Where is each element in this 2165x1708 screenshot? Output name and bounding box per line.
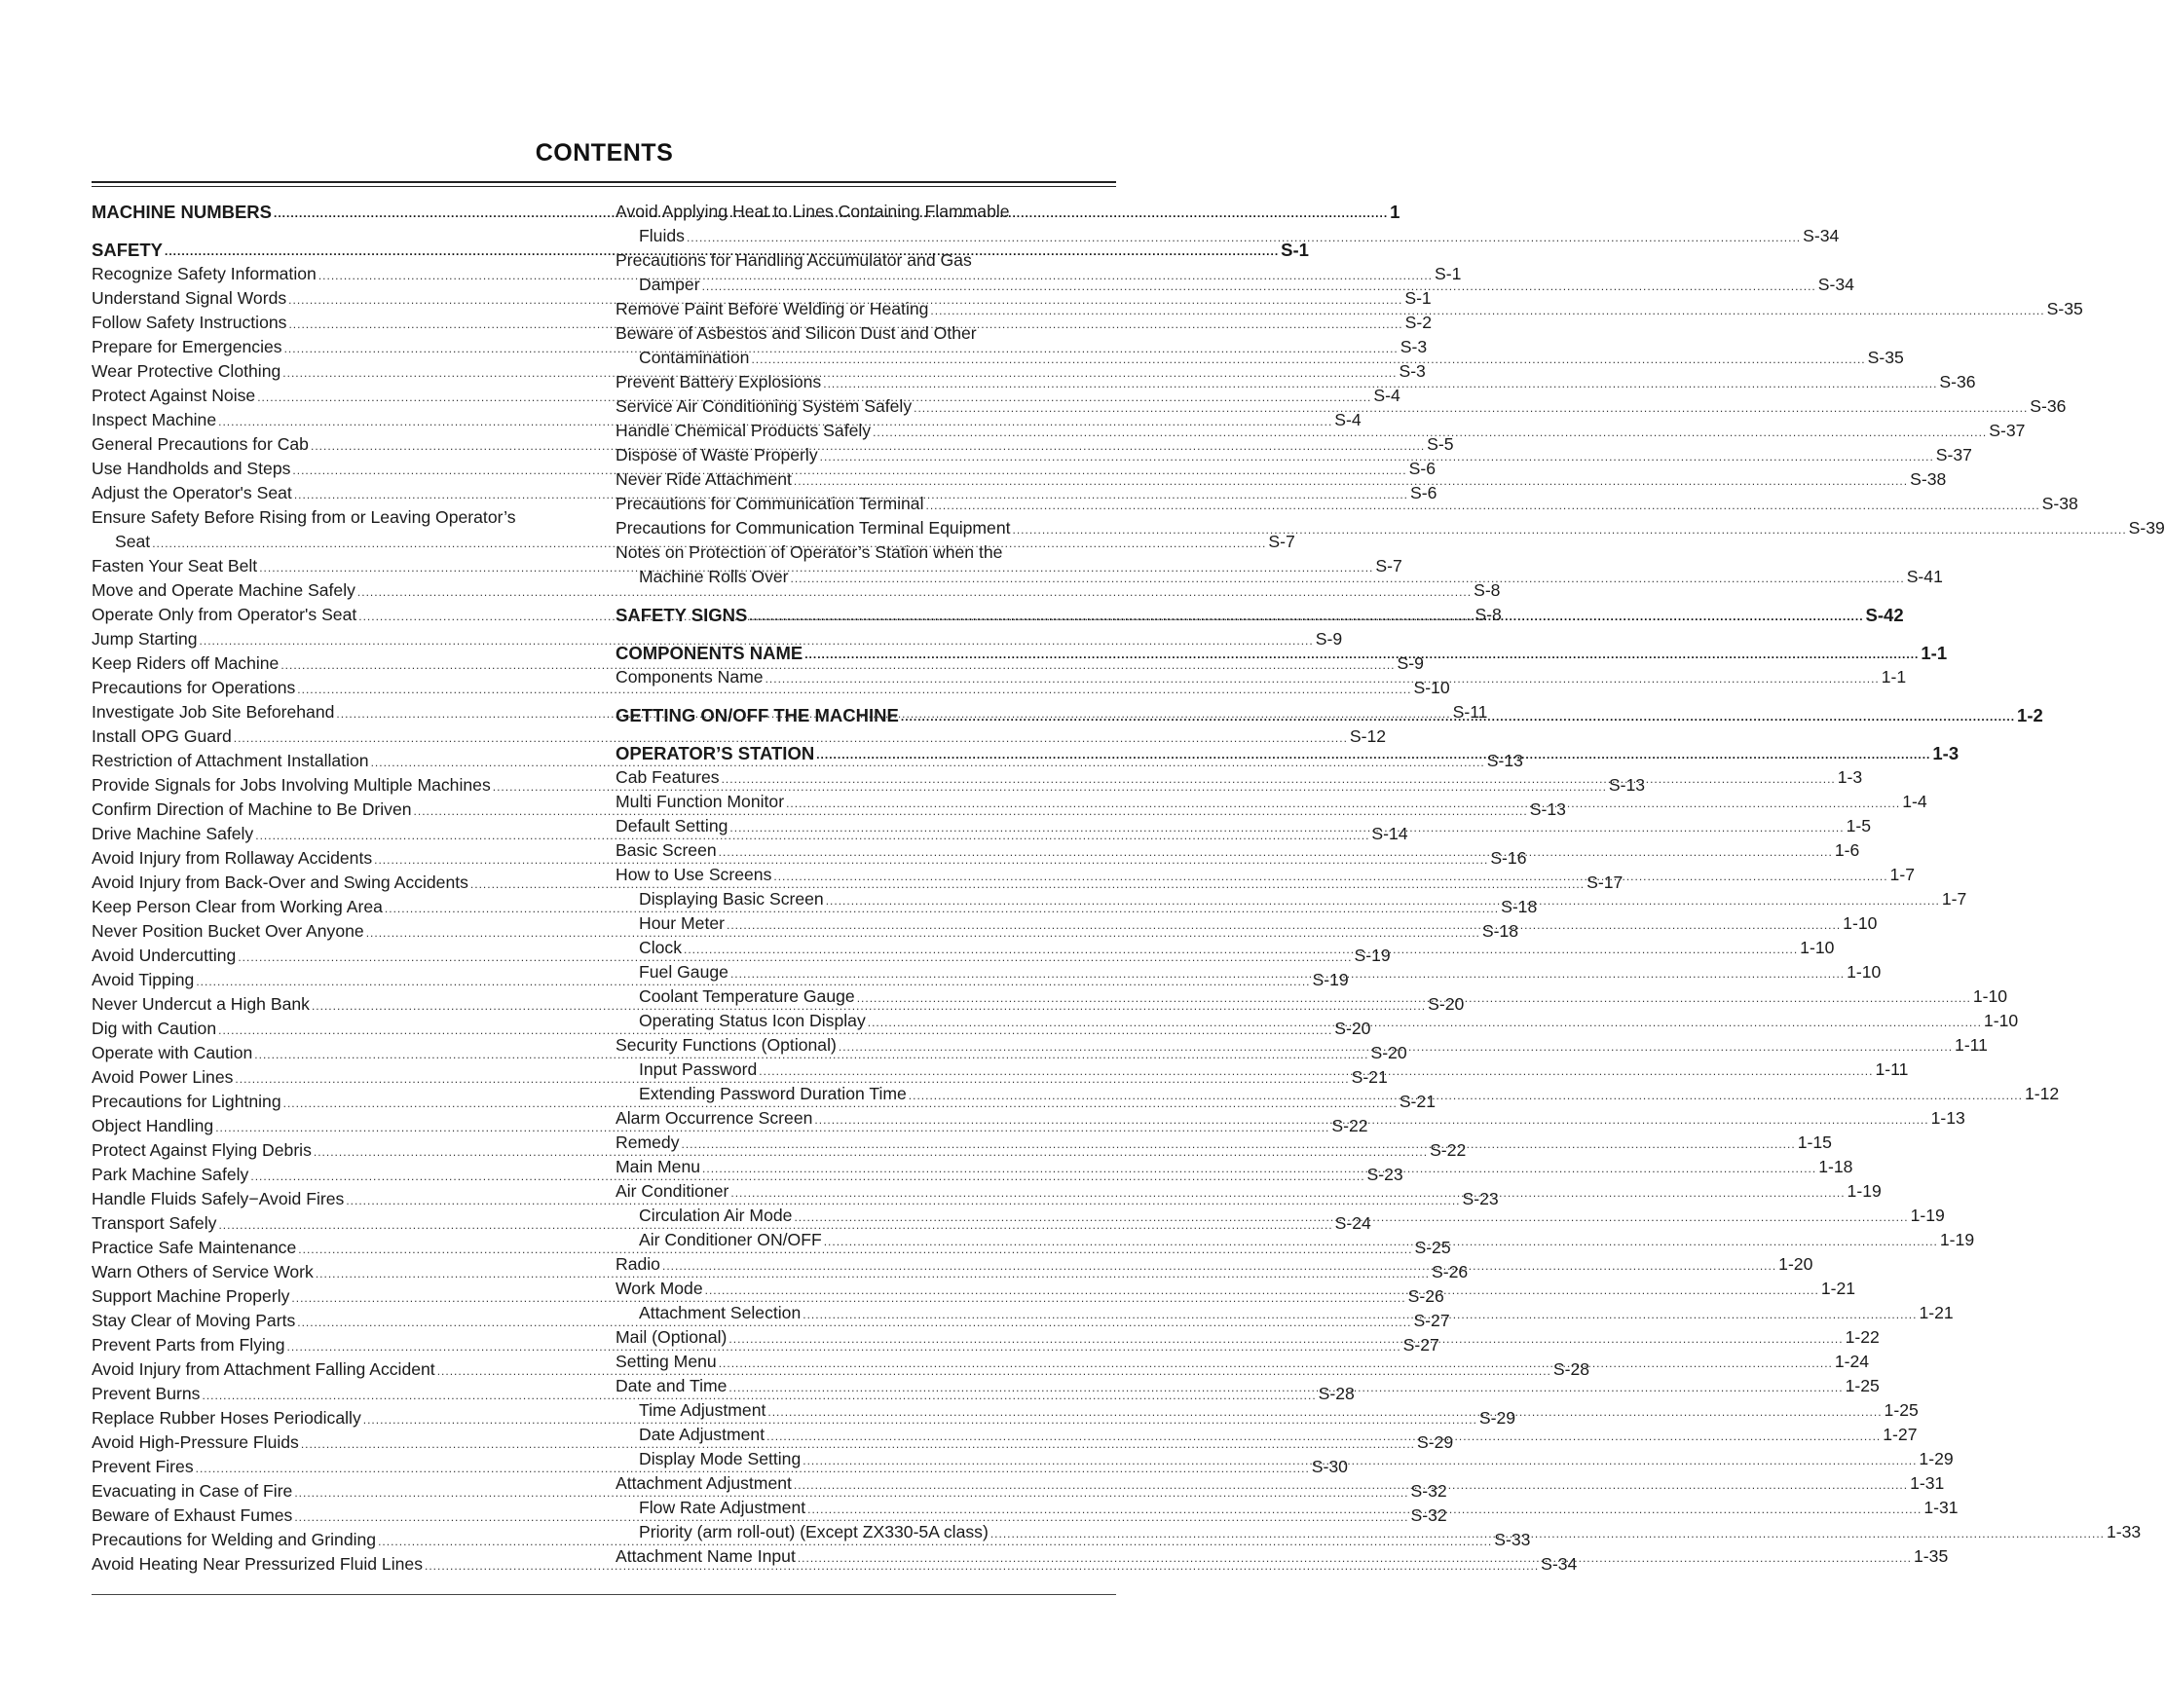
toc-entry-title: Operating Status Icon Display xyxy=(639,1011,866,1030)
toc-page-number: 1-10 xyxy=(1800,938,1835,957)
toc-entry[interactable] xyxy=(616,200,1116,224)
toc-entry-title: Beware of Exhaust Fumes xyxy=(92,1505,293,1525)
toc-entry[interactable] xyxy=(616,370,1976,394)
toc-entry-title: Inspect Machine xyxy=(92,410,217,429)
toc-page-number: S-1 xyxy=(1434,264,1462,283)
toc-entry[interactable] xyxy=(92,578,1501,603)
section-gap xyxy=(616,727,1116,741)
toc-entry-title: Remedy xyxy=(616,1132,680,1152)
toc-page-number: S-19 xyxy=(1312,970,1349,989)
dot-leader xyxy=(719,1356,1833,1374)
toc-entry-title: Input Password xyxy=(639,1059,758,1079)
dot-leader xyxy=(749,610,1863,627)
toc-page-number: 1-12 xyxy=(2024,1084,2060,1103)
toc-entry-title: Park Machine Safely xyxy=(92,1165,249,1184)
toc-entry-title: Hour Meter xyxy=(639,913,725,933)
bottom-rule xyxy=(92,1594,1116,1595)
toc-entry-title: Attachment Name Input xyxy=(616,1546,796,1566)
toc-page-number: 1-10 xyxy=(1843,913,1878,933)
toc-page-number: 1-1 xyxy=(1921,643,1948,663)
toc-entry[interactable] xyxy=(616,248,1116,273)
toc-entry-title: SAFETY xyxy=(92,240,163,260)
toc-entry-title: Precautions for Communication Terminal xyxy=(616,494,924,513)
toc-page-number: S-21 xyxy=(1399,1092,1436,1111)
toc-page-number: S-19 xyxy=(1354,946,1391,965)
dot-leader xyxy=(1013,523,2127,540)
dot-leader xyxy=(751,353,1865,370)
dot-leader xyxy=(857,991,1971,1009)
toc-entry-title: Jump Starting xyxy=(92,629,198,649)
toc-entry-title: Security Functions (Optional) xyxy=(616,1035,837,1055)
dot-leader xyxy=(765,672,1880,689)
toc-entry-title: How to Use Screens xyxy=(616,865,772,884)
toc-entry-title: Protect Against Noise xyxy=(92,386,256,405)
toc-entry-title: Notes on Protection of Operator’s Station when the xyxy=(616,542,1003,562)
title-rule xyxy=(92,181,1116,187)
toc-entry-title: Coolant Temperature Gauge xyxy=(639,986,855,1006)
toc-page-number: S-1 xyxy=(1404,288,1432,308)
toc-entry-title: Cab Features xyxy=(616,767,720,787)
toc-page-number: 1-31 xyxy=(1910,1473,1945,1493)
toc-page-number: S-24 xyxy=(1334,1213,1371,1233)
toc-page-number: S-13 xyxy=(1486,751,1523,770)
toc-page-number: S-20 xyxy=(1428,994,1465,1014)
toc-entry-title: Operate Only from Operator's Seat xyxy=(92,605,357,624)
toc-page-number: 1-35 xyxy=(1914,1546,1949,1566)
toc-page-number: S-11 xyxy=(1452,702,1488,722)
toc-entry-title: Precautions for Communication Terminal Equipment xyxy=(616,518,1011,538)
toc-entry-title: Fluids xyxy=(639,226,685,245)
toc-page-number: S-30 xyxy=(1311,1457,1348,1476)
toc-entry-title: Main Menu xyxy=(616,1157,701,1176)
dot-leader xyxy=(803,1454,1917,1471)
toc-entry[interactable] xyxy=(92,627,1343,651)
dot-leader xyxy=(719,845,1833,863)
dot-leader xyxy=(820,450,1934,467)
toc-page-number: S-8 xyxy=(1474,605,1502,624)
toc-entry-title: Flow Rate Adjustment xyxy=(639,1498,806,1517)
toc-entry-title: Precautions for Lightning xyxy=(92,1092,281,1111)
toc-page-number: S-26 xyxy=(1431,1262,1469,1281)
toc-page-number: S-29 xyxy=(1478,1408,1516,1428)
dot-leader xyxy=(798,1551,1912,1569)
toc-entry-title: Damper xyxy=(639,275,700,294)
toc-entry-title: Remove Paint Before Welding or Heating xyxy=(616,299,929,318)
toc-page-number: S-39 xyxy=(2128,518,2165,538)
dot-leader xyxy=(730,1186,1845,1204)
toc-page-number: S-3 xyxy=(1400,337,1428,356)
toc-entry-title: Alarm Occurrence Screen xyxy=(616,1108,813,1128)
section-gap xyxy=(92,224,592,238)
dot-leader xyxy=(727,918,1841,936)
toc-page-number: 1-7 xyxy=(1941,889,1967,909)
toc-entry-title: COMPONENTS NAME xyxy=(616,643,803,663)
toc-page-number: 1-15 xyxy=(1797,1132,1832,1152)
toc-page-number: S-36 xyxy=(1939,372,1976,391)
dot-leader xyxy=(730,967,1845,984)
toc-entry-title: Keep Riders off Machine xyxy=(92,653,280,673)
toc-page-number: S-29 xyxy=(1417,1432,1454,1452)
toc-page-number: S-22 xyxy=(1430,1140,1467,1160)
toc-entry-title: Drive Machine Safely xyxy=(92,824,254,843)
toc-entry[interactable] xyxy=(92,724,1387,749)
toc-page-number: S-42 xyxy=(1865,605,1904,625)
toc-entry-title: Stay Clear of Moving Parts xyxy=(92,1311,296,1330)
dot-leader xyxy=(794,474,1908,492)
toc-entry-title: Adjust the Operator's Seat xyxy=(92,483,292,502)
toc-page-number: S-8 xyxy=(1474,580,1501,600)
toc-page-number: S-26 xyxy=(1407,1286,1444,1306)
toc-page-number: S-28 xyxy=(1318,1384,1355,1403)
toc-page-number: S-16 xyxy=(1490,848,1527,868)
dot-leader xyxy=(873,426,1987,443)
toc-page-number: S-5 xyxy=(1427,434,1454,454)
toc-page-number: S-2 xyxy=(1404,313,1433,332)
dot-leader xyxy=(705,1283,1819,1301)
dot-leader xyxy=(702,279,1816,297)
toc-entry-title: Recognize Safety Information xyxy=(92,264,317,283)
page-title: CONTENTS xyxy=(535,139,674,167)
toc-page-number: 1-19 xyxy=(1939,1230,1975,1249)
toc-entry-title: Replace Rubber Hoses Periodically xyxy=(92,1408,361,1428)
toc-entry-title: Prevent Battery Explosions xyxy=(616,372,822,391)
toc-page-number: S-23 xyxy=(1366,1165,1403,1184)
toc-entry-title: Understand Signal Words xyxy=(92,288,287,308)
toc-entry-title: Avoid Injury from Attachment Falling Accident xyxy=(92,1359,435,1379)
toc-page-number: 1-19 xyxy=(1847,1181,1882,1201)
toc-entry-title: Fuel Gauge xyxy=(639,962,728,982)
dot-leader xyxy=(687,231,1801,248)
toc-page-number: 1-19 xyxy=(1910,1206,1945,1225)
toc-entry-title: Air Conditioner xyxy=(616,1181,729,1201)
toc-entry-title: Components Name xyxy=(616,667,764,687)
toc-entry-title: General Precautions for Cab xyxy=(92,434,309,454)
toc-entry-title: Contamination xyxy=(639,348,750,367)
toc-entry-title: Install OPG Guard xyxy=(92,726,232,746)
dot-leader xyxy=(684,943,1798,960)
toc-entry-title: Never Ride Attachment xyxy=(616,469,792,489)
toc-entry-title: Attachment Adjustment xyxy=(616,1473,792,1493)
toc-page-number: 1-11 xyxy=(1875,1059,1909,1079)
toc-entry-title: Machine Rolls Over xyxy=(639,567,789,586)
toc-entry-title: Avoid Power Lines xyxy=(92,1067,234,1087)
toc-entry-title: Extending Password Duration Time xyxy=(639,1084,907,1103)
dot-leader xyxy=(728,1332,1843,1350)
toc-entry-title: GETTING ON/OFF THE MACHINE xyxy=(616,705,899,725)
toc-entry-title: Ensure Safety Before Rising from or Leaving Operator’s xyxy=(92,507,516,527)
toc-page-number: S-6 xyxy=(1408,459,1436,478)
toc-page-number: S-34 xyxy=(1817,275,1854,294)
toc-page-number: 1-29 xyxy=(1919,1449,1954,1468)
toc-page-number: 1-3 xyxy=(1837,767,1863,787)
toc-entry-title: Dispose of Waste Properly xyxy=(616,445,818,464)
toc-page-number: 1-24 xyxy=(1834,1352,1870,1371)
toc-page-number: S-3 xyxy=(1399,361,1426,381)
dot-leader xyxy=(722,772,1836,790)
toc-entry-title: Never Position Bucket Over Anyone xyxy=(92,921,364,941)
dot-leader xyxy=(990,1527,2105,1544)
toc-page-number: S-27 xyxy=(1413,1311,1450,1330)
toc-entry-title: Prevent Burns xyxy=(92,1384,201,1403)
toc-page-number: 1-10 xyxy=(1983,1011,2019,1030)
dot-leader xyxy=(816,748,1930,765)
toc-entry-title: Wear Protective Clothing xyxy=(92,361,281,381)
toc-page-number: 1-20 xyxy=(1778,1254,1813,1274)
toc-entry[interactable] xyxy=(616,516,2165,540)
toc-page-number: S-13 xyxy=(1608,775,1646,795)
toc-entry-title: Warn Others of Service Work xyxy=(92,1262,314,1281)
toc-entry[interactable] xyxy=(616,540,1116,565)
dot-leader xyxy=(759,1064,1873,1082)
dot-leader xyxy=(901,710,2015,727)
dot-leader xyxy=(909,1089,2023,1106)
dot-leader xyxy=(794,1210,1908,1228)
toc-entry-title: Handle Fluids Safely−Avoid Fires xyxy=(92,1189,345,1208)
toc-page-number: S-18 xyxy=(1481,921,1519,941)
toc-entry-title: Multi Function Monitor xyxy=(616,792,785,811)
toc-page-number: S-33 xyxy=(1494,1530,1531,1549)
dot-leader xyxy=(814,1113,1928,1131)
toc-entry-title: Fasten Your Seat Belt xyxy=(92,556,258,576)
toc-page-number: S-7 xyxy=(1375,556,1402,576)
toc-page-number: 1-5 xyxy=(1846,816,1872,835)
toc-entry[interactable] xyxy=(616,321,1116,346)
toc-page-number: 1-10 xyxy=(1847,962,1882,982)
toc-page-number: 1-31 xyxy=(1923,1498,1959,1517)
toc-entry-title: Attachment Selection xyxy=(639,1303,802,1322)
dot-leader xyxy=(926,499,2040,516)
toc-entry-title: Support Machine Properly xyxy=(92,1286,290,1306)
toc-entry-title: Follow Safety Instructions xyxy=(92,313,287,332)
toc-entry-title: Display Mode Setting xyxy=(639,1449,802,1468)
toc-page-number: 1-3 xyxy=(1932,743,1960,763)
toc-page-number: S-25 xyxy=(1414,1238,1451,1257)
dot-leader xyxy=(773,870,1887,887)
toc-entry-title: Practice Safe Maintenance xyxy=(92,1238,297,1257)
toc-page-number: S-9 xyxy=(1315,629,1343,649)
toc-entry-title: Precautions for Welding and Grinding xyxy=(92,1530,377,1549)
toc-entry-title: Priority (arm roll-out) (Except ZX330-5A class) xyxy=(639,1522,989,1541)
toc-entry-title: Avoid Undercutting xyxy=(92,946,237,965)
toc-page-number: S-14 xyxy=(1371,824,1408,843)
dot-leader xyxy=(682,1137,1796,1155)
toc-entry-title: Operate with Caution xyxy=(92,1043,253,1062)
toc-page-number: S-20 xyxy=(1334,1019,1371,1038)
toc-entry-title: Dig with Caution xyxy=(92,1019,217,1038)
toc-entry-title: Never Undercut a High Bank xyxy=(92,994,310,1014)
toc-page-number: S-6 xyxy=(1409,483,1437,502)
toc-page-number: S-4 xyxy=(1373,386,1400,405)
toc-entry-title: Provide Signals for Jobs Involving Multiple Machines xyxy=(92,775,491,795)
toc-page-number: 1-33 xyxy=(2106,1522,2142,1541)
toc-entry-title: Evacuating in Case of Fire xyxy=(92,1481,293,1501)
section-gap xyxy=(616,627,1116,641)
toc-page-number: 1-6 xyxy=(1834,840,1860,860)
toc-entry-title: Investigate Job Site Beforehand xyxy=(92,702,335,722)
dot-leader xyxy=(803,1308,1917,1325)
toc-page-number: S-13 xyxy=(1529,799,1566,819)
toc-page-number: S-35 xyxy=(2046,299,2083,318)
toc-page-number: S-34 xyxy=(1803,226,1840,245)
toc-page-number: S-12 xyxy=(1349,726,1387,746)
toc-page-number: 1-1 xyxy=(1881,667,1907,687)
dot-leader xyxy=(914,401,2028,419)
toc-entry-title: Setting Menu xyxy=(616,1352,717,1371)
toc-entry-title: Object Handling xyxy=(92,1116,214,1135)
dot-leader xyxy=(804,648,1919,665)
toc-entry-title: Prevent Fires xyxy=(92,1457,194,1476)
dot-leader xyxy=(930,304,2044,321)
toc-entry-title: Confirm Direction of Machine to Be Driven xyxy=(92,799,412,819)
toc-entry-title: Avoid Applying Heat to Lines Containing Flammable xyxy=(616,202,1010,221)
toc-page-number: 1-4 xyxy=(1902,792,1927,811)
toc-entry-title: Circulation Air Mode xyxy=(639,1206,793,1225)
toc-page-number: 1-2 xyxy=(2017,705,2043,725)
toc-entry-title: OPERATOR’S STATION xyxy=(616,743,815,763)
toc-page-number: S-17 xyxy=(1586,873,1624,892)
dot-leader xyxy=(729,821,1844,838)
toc-entry-title: Basic Screen xyxy=(616,840,717,860)
section-gap xyxy=(616,589,1116,603)
toc-entry-title: Prepare for Emergencies xyxy=(92,337,282,356)
toc-entry-title: Avoid Injury from Back-Over and Swing Accidents xyxy=(92,873,468,892)
toc-page-number: S-23 xyxy=(1462,1189,1499,1208)
toc-entry-title: Restriction of Attachment Installation xyxy=(92,751,369,770)
toc-page-number: S-9 xyxy=(1397,653,1424,673)
toc-entry-title: Seat xyxy=(115,532,151,551)
toc-entry[interactable] xyxy=(616,765,1863,790)
dot-leader xyxy=(794,1478,1908,1496)
dot-leader xyxy=(807,1503,1922,1520)
toc-entry-title: MACHINE NUMBERS xyxy=(92,202,272,222)
dot-leader xyxy=(791,572,1905,589)
toc-entry-title: Radio xyxy=(616,1254,660,1274)
toc-page-number: S-34 xyxy=(1541,1554,1578,1574)
toc-entry-title: Beware of Asbestos and Silicon Dust and Other xyxy=(616,323,977,343)
dot-leader xyxy=(826,894,1940,911)
dot-leader xyxy=(823,377,1937,394)
toc-entry-title: Air Conditioner ON/OFF xyxy=(639,1230,822,1249)
toc-page-number: S-18 xyxy=(1501,897,1538,916)
toc-entry[interactable] xyxy=(92,505,592,530)
toc-page-number: 1-21 xyxy=(1919,1303,1954,1322)
toc-page-number: S-28 xyxy=(1552,1359,1590,1379)
toc-entry-title: Date Adjustment xyxy=(639,1425,765,1444)
toc-page-number: 1-10 xyxy=(1972,986,2008,1006)
toc-entry-title: Precautions for Handling Accumulator and Gas xyxy=(616,250,972,270)
toc-entry-title: Transport Safely xyxy=(92,1213,217,1233)
toc-entry[interactable] xyxy=(616,224,1840,248)
toc-page-number: S-4 xyxy=(1334,410,1362,429)
toc-page-number: S-27 xyxy=(1402,1335,1439,1355)
toc-page-number: S-38 xyxy=(1910,469,1947,489)
dot-leader xyxy=(766,1430,1881,1447)
toc-page-number: 1-25 xyxy=(1845,1376,1880,1395)
toc-page-number: S-32 xyxy=(1410,1481,1447,1501)
toc-page-number: 1-27 xyxy=(1883,1425,1918,1444)
toc-page-number: 1 xyxy=(1390,202,1400,222)
toc-page-number: S-32 xyxy=(1410,1505,1447,1525)
toc-entry-title: Use Handholds and Steps xyxy=(92,459,291,478)
toc-page-number: S-37 xyxy=(1935,445,1972,464)
dot-leader xyxy=(786,797,1900,814)
toc-entry-title: Avoid High-Pressure Fluids xyxy=(92,1432,299,1452)
toc-entry-title: Protect Against Flying Debris xyxy=(92,1140,312,1160)
toc-page-number: S-20 xyxy=(1370,1043,1407,1062)
toc-entry-title: Time Adjustment xyxy=(639,1400,766,1420)
toc-entry-title: Precautions for Operations xyxy=(92,678,296,697)
dot-leader xyxy=(662,1259,1776,1277)
toc-entry-title: Displaying Basic Screen xyxy=(639,889,824,909)
toc-page-number: S-10 xyxy=(1413,678,1450,697)
toc-page-number: 1-22 xyxy=(1845,1327,1880,1347)
toc-page-number: S-1 xyxy=(1281,240,1309,260)
toc-entry-title: Move and Operate Machine Safely xyxy=(92,580,355,600)
section-gap xyxy=(616,689,1116,703)
toc-entry-title: Clock xyxy=(639,938,682,957)
toc-entry-title: Service Air Conditioning System Safely xyxy=(616,396,913,416)
toc-entry[interactable] xyxy=(616,346,1904,370)
toc-entry-title: Avoid Heating Near Pressurized Fluid Lines xyxy=(92,1554,423,1574)
toc-entry-title: Mail (Optional) xyxy=(616,1327,728,1347)
toc-page-number: S-35 xyxy=(1867,348,1904,367)
toc-page-number: S-37 xyxy=(1989,421,2026,440)
toc-entry-title: Keep Person Clear from Working Area xyxy=(92,897,383,916)
toc-page-number: S-7 xyxy=(1268,532,1295,551)
toc-page-number: 1-11 xyxy=(1955,1035,1988,1055)
toc-entry-title: Default Setting xyxy=(616,816,728,835)
toc-page-number: S-38 xyxy=(2041,494,2078,513)
toc-entry-title: Avoid Injury from Rollaway Accidents xyxy=(92,848,373,868)
toc-page-number: S-41 xyxy=(1906,567,1943,586)
dot-leader xyxy=(824,1235,1938,1252)
toc-entry-title: Date and Time xyxy=(616,1376,728,1395)
dot-leader xyxy=(728,1381,1843,1398)
toc-entry-title: Handle Chemical Products Safely xyxy=(616,421,872,440)
toc-page-number: S-21 xyxy=(1351,1067,1388,1087)
toc-page-number: 1-18 xyxy=(1818,1157,1853,1176)
toc-page-number: S-22 xyxy=(1331,1116,1368,1135)
toc-entry[interactable] xyxy=(616,863,1915,887)
toc-page-number: 1-13 xyxy=(1930,1108,1965,1128)
dot-leader xyxy=(767,1405,1882,1423)
toc-page-number: 1-25 xyxy=(1884,1400,1919,1420)
dot-leader xyxy=(839,1040,1953,1058)
toc-page-number: S-36 xyxy=(2030,396,2067,416)
dot-leader xyxy=(702,1162,1816,1179)
toc-entry-title: Work Mode xyxy=(616,1279,703,1298)
toc-entry-title: SAFETY SIGNS xyxy=(616,605,748,625)
toc-entry-title: Prevent Parts from Flying xyxy=(92,1335,285,1355)
dot-leader xyxy=(868,1016,1982,1033)
toc-page-number: 1-7 xyxy=(1889,865,1915,884)
toc-entry-title: Avoid Tipping xyxy=(92,970,195,989)
toc-page-number: 1-21 xyxy=(1820,1279,1856,1298)
